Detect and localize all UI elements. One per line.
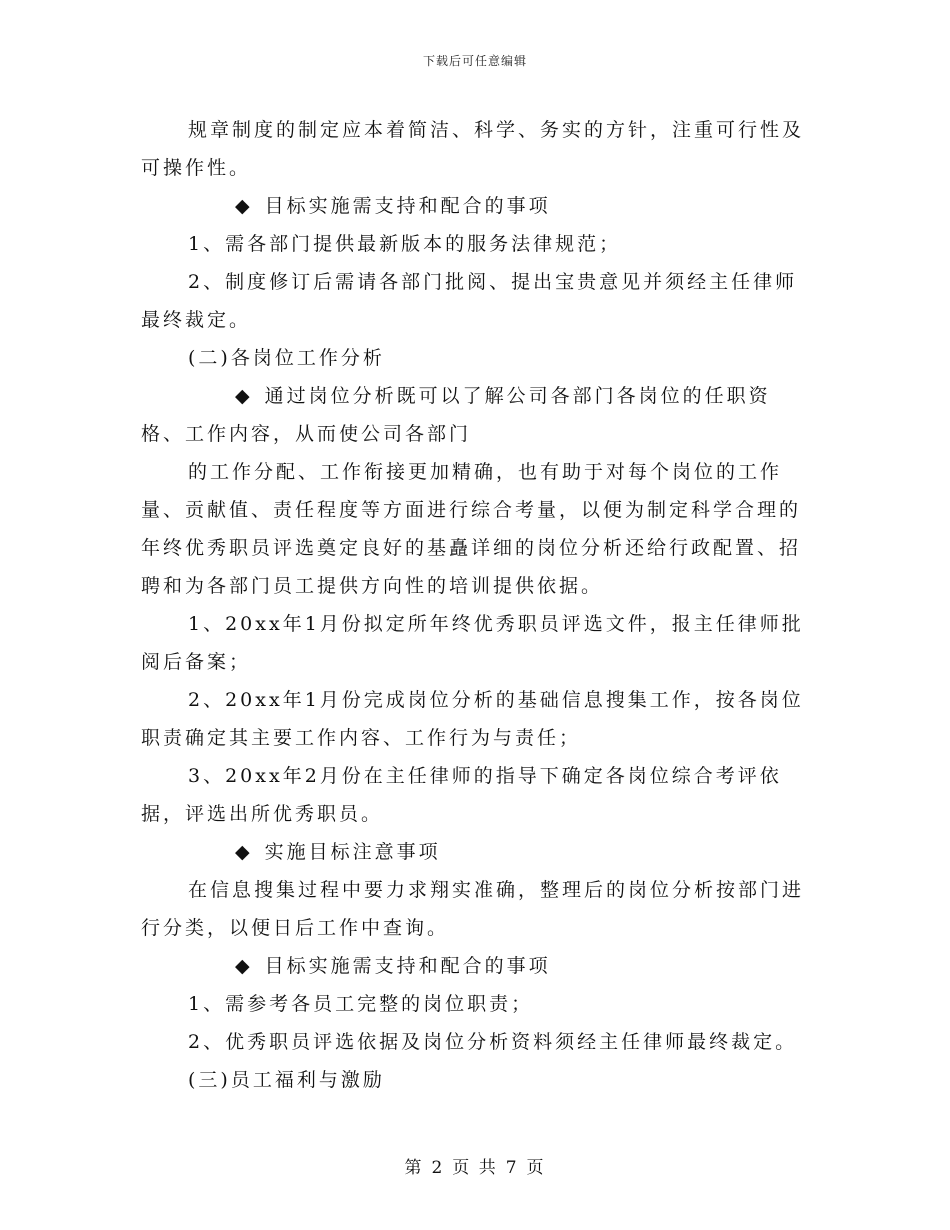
diamond-bullet-icon: ◆ <box>235 385 253 407</box>
page-footer <box>0 1153 950 1178</box>
paragraph-job-analysis-detail: 的工作分配、工作衔接更加精确，也有助于对每个岗位的工作量、贡献值、责任程度等方面进行综合考量，以便为制定科学合理的年终优秀职员评选奠定良好的基矗详细的岗位分析还给行政配置、招聘和为各部门员工提供方向性的培训提供依据。 <box>141 461 802 597</box>
section-heading-benefits: (三)员工福利与激励 <box>188 1069 385 1091</box>
page-header: 下载后可任意编辑 <box>422 54 527 68</box>
bullet-support-items-heading: ◆ 目标实施需支持和配合的事项 <box>141 947 811 985</box>
diamond-bullet-icon: ◆ <box>235 841 253 863</box>
list-item-1: 1、需参考各员工完整的岗位职责； <box>188 993 534 1015</box>
footer-prefix: 第 <box>404 1158 424 1178</box>
list-item-3: 3、20xx年2月份在主任律师的指导下确定各岗位综合考评依据，评选出所优秀职员。 <box>141 765 782 825</box>
list-item-2: 2、20xx年1月份完成岗位分析的基础信息搜集工作，按各岗位职责确定其主要工作内容、工作行为与责任； <box>141 689 804 749</box>
bullet-support-items-heading: ◆ 目标实施需支持和配合的事项 <box>141 187 811 225</box>
page-number: 2 <box>431 1158 445 1178</box>
list-item-2: 2、优秀职员评选依据及岗位分析资料须经主任律师最终裁定。 <box>188 1031 798 1053</box>
page-total: 7 <box>505 1158 519 1178</box>
paragraph-regulation-principle: 规章制度的制定应本着简洁、科学、务实的方针，注重可行性及可操作性。 <box>141 119 805 179</box>
diamond-bullet-icon: ◆ <box>235 955 253 977</box>
paragraph-implementation-notes: 在信息搜集过程中要力求翔实准确，整理后的岗位分析按部门进行分类，以便日后工作中查询。 <box>141 879 805 939</box>
footer-suffix: 页 <box>526 1158 546 1178</box>
bullet-job-analysis-intro: ◆ 通过岗位分析既可以了解公司各部门各岗位的任职资格、工作内容，从而使公司各部门 <box>141 377 811 453</box>
section-heading-job-analysis: (二)各岗位工作分析 <box>188 347 385 369</box>
footer-middle: 页 共 <box>452 1158 498 1178</box>
list-item-1: 1、需各部门提供最新版本的服务法律规范； <box>188 233 622 255</box>
list-item-1: 1、20xx年1月份拟定所年终优秀职员评选文件，报主任律师批阅后备案； <box>141 613 804 673</box>
document-body <box>141 111 811 1099</box>
bullet-implementation-notes-heading: ◆ 实施目标注意事项 <box>141 833 811 871</box>
list-item-2: 2、制度修订后需请各部门批阅、提出宝贵意见并须经主任律师最终裁定。 <box>141 271 798 331</box>
diamond-bullet-icon: ◆ <box>235 195 253 217</box>
